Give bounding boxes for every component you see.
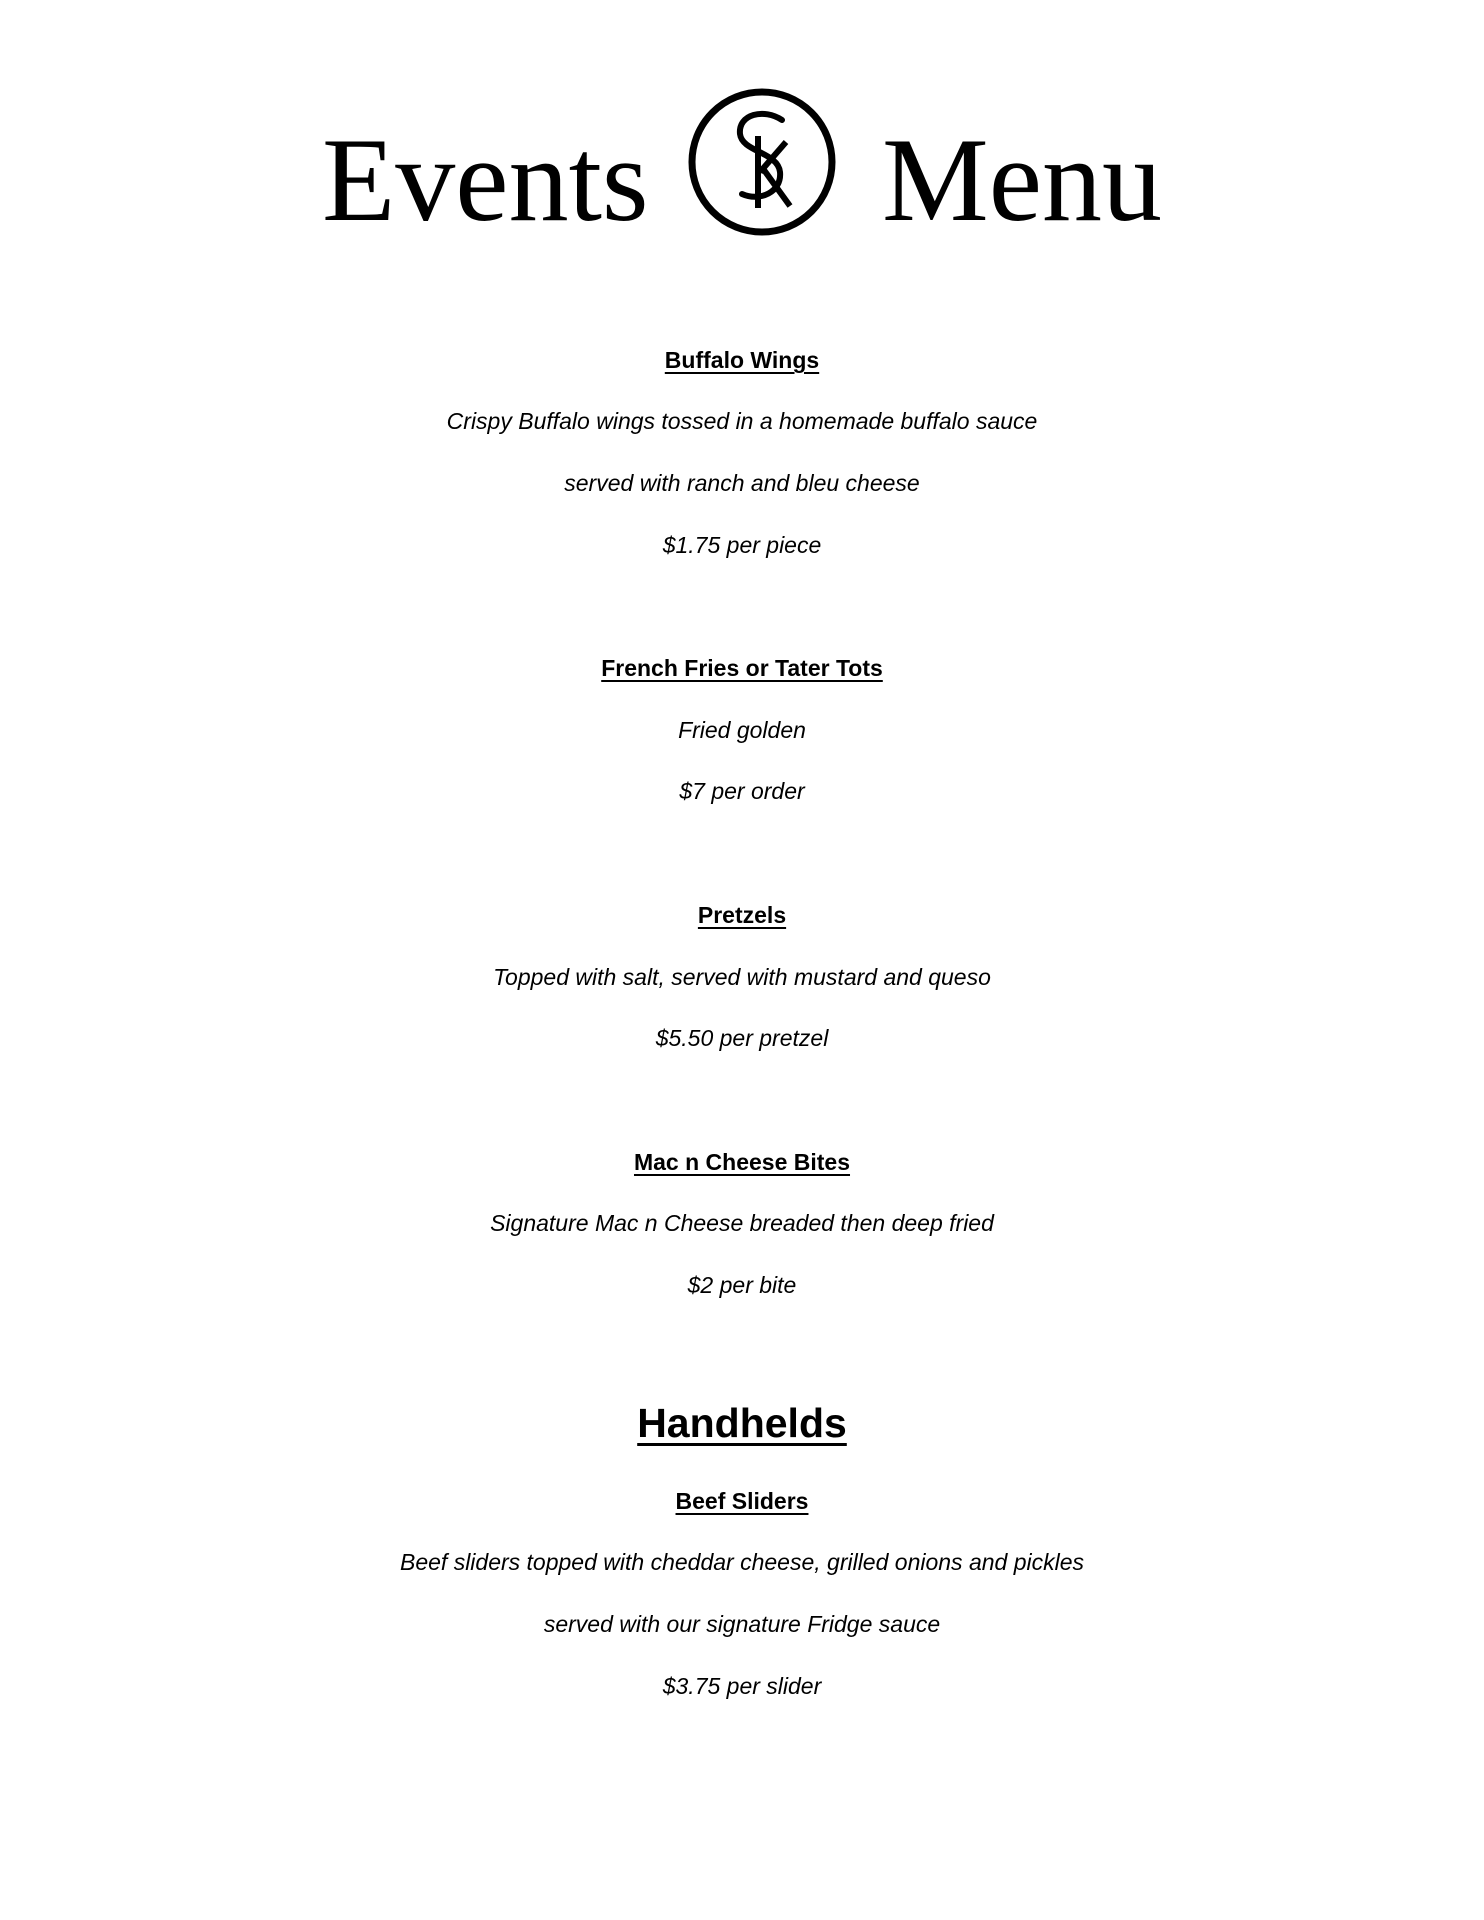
- header-menu-word: Menu: [882, 113, 1162, 246]
- item-description: Beef sliders topped with cheddar cheese, grilled onions and pickles: [399, 1549, 1085, 1575]
- item-description: Signature Mac n Cheese breaded then deep fried: [490, 1210, 994, 1236]
- section-heading-handhelds: Handhelds: [637, 1400, 847, 1446]
- item-description: Crispy Buffalo wings tossed in a homemade buffalo sauce: [446, 408, 1038, 434]
- item-price: $5.50 per pretzel: [655, 1025, 829, 1051]
- item-title-mac-n-cheese-bites: Mac n Cheese Bites: [633, 1149, 851, 1175]
- item-price: $3.75 per slider: [662, 1673, 822, 1699]
- item-title-beef-sliders: Beef Sliders: [675, 1488, 809, 1514]
- item-price: $7 per order: [679, 778, 805, 804]
- item-description: served with ranch and bleu cheese: [564, 470, 920, 496]
- item-title-pretzels: Pretzels: [697, 902, 787, 928]
- item-description: Topped with salt, served with mustard and queso: [493, 964, 991, 990]
- item-description: Fried golden: [678, 717, 806, 743]
- item-title-buffalo-wings: Buffalo Wings: [664, 347, 820, 373]
- item-price: $2 per bite: [687, 1272, 797, 1298]
- menu-header: [0, 80, 1484, 250]
- sk-logo-icon: [686, 86, 838, 238]
- item-title-french-fries: French Fries or Tater Tots: [601, 655, 883, 681]
- item-price: $1.75 per piece: [662, 532, 822, 558]
- header-events-word: Events: [322, 113, 649, 246]
- item-description: served with our signature Fridge sauce: [543, 1611, 941, 1637]
